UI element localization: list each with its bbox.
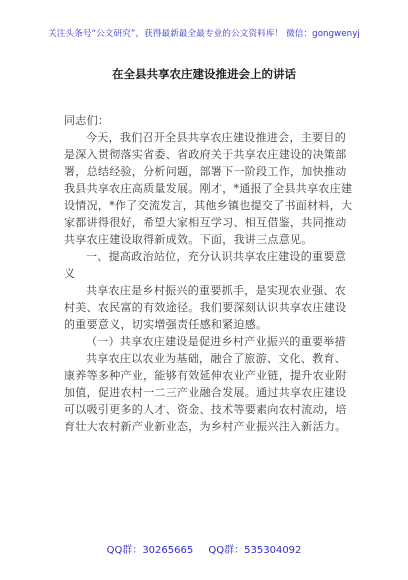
- paragraph-lines: [64, 129, 353, 435]
- document-body: [64, 112, 353, 435]
- text-line: 可以吸引更多的人才、资金、技术等要素向农村流动，培: [64, 403, 347, 416]
- text-line: 共享农庄以农业为基础，融合了旅游、文化、教育、: [86, 352, 346, 365]
- text-line: 署，总结经验，分析问题，部署下一阶段工作，加快推动: [64, 165, 347, 178]
- text-line: 一、提高政治站位，充分认识共享农庄建设的重要意: [86, 250, 346, 263]
- text-line: 家都讲得很好，希望大家相互学习、相互借鉴，共同推动: [64, 216, 347, 229]
- text-line: 共享农庄建设取得新成效。下面，我讲三点意见。: [64, 233, 313, 246]
- document-title: 在全县共享农庄建设推进会上的讲话: [112, 67, 296, 81]
- text-line: 康养等多种产业，能够有效延伸农业产业链，提升农业附: [64, 369, 347, 382]
- text-line: 的重要意义，切实增强责任感和紧迫感。: [64, 318, 268, 331]
- text-line: 我县共享农庄高质量发展。刚才，*通报了全县共享农庄建: [64, 182, 353, 195]
- text-line: 设情况，*作了交流发言，其他乡镇也提交了书面材料，大: [64, 199, 353, 212]
- text-line: （一）共享农庄建设是促进乡村产业振兴的重要举措: [86, 335, 346, 348]
- text-line: 加值，促进农村一二三产业融合发展。通过共享农庄建设: [64, 386, 347, 399]
- salutation: 同志们：: [64, 114, 110, 127]
- text-line: 今天，我们召开全县共享农庄建设推进会，主要目的: [86, 131, 346, 144]
- text-line: 是深入贯彻落实省委、省政府关于共享农庄建设的决策部: [64, 148, 347, 161]
- qq-group-2: QQ群：535304092: [208, 545, 302, 556]
- text-line: 共享农庄是乡村振兴的重要抓手，是实现农业强、农: [86, 284, 346, 297]
- text-line: 义: [64, 267, 76, 280]
- qq-group-1: QQ群：30265665: [106, 545, 194, 556]
- text-line: 村美、农民富的有效途径。我们要深刻认识共享农庄建设: [64, 301, 347, 314]
- text-line: 育壮大农村新产业新业态，为乡村产业振兴注入新活力。: [64, 420, 347, 433]
- promo-banner: 关注头条号“公文研究”，获得最新最全最专业的公文资料库！ 微信：gongwenyj: [48, 29, 360, 39]
- footer-contacts: [0, 541, 408, 556]
